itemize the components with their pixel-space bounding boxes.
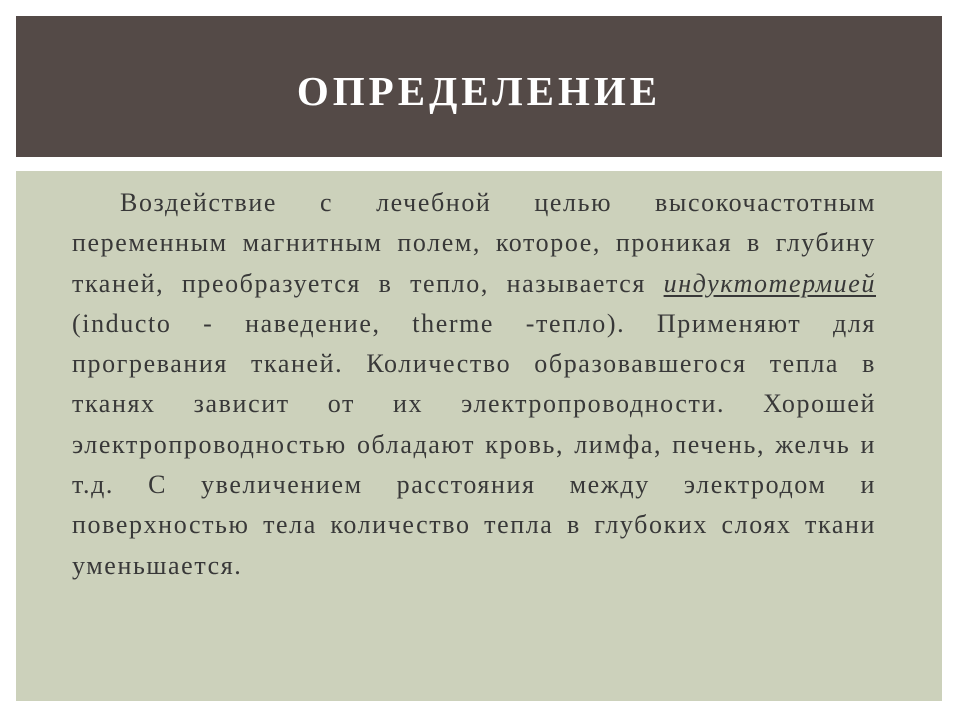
definition-paragraph: [72, 183, 876, 586]
definition-text-part1: Воздействие с лечебной целью высокочастотным переменным магнитным полем, которое, проникая в глубину тканей, преобразуется в тепло, называется: [72, 188, 876, 298]
slide-title: ОПРЕДЕЛЕНИЕ: [296, 67, 662, 114]
content-box: [16, 171, 942, 701]
title-bar: [16, 16, 942, 157]
definition-text-part2: (inducto - наведение, therme -тепло). Применяют для прогревания тканей. Количество образовавшегося тепла в тканях зависит от их электропроводности. Хорошей электропроводностью обладают кровь, лимфа, печень, желчь и т.д. С увеличением расстояния между электродом и поверхностью тела количество тепла в глубоких слоях ткани уменьшается.: [72, 308, 876, 580]
definition-term: индуктотермией: [663, 268, 876, 298]
